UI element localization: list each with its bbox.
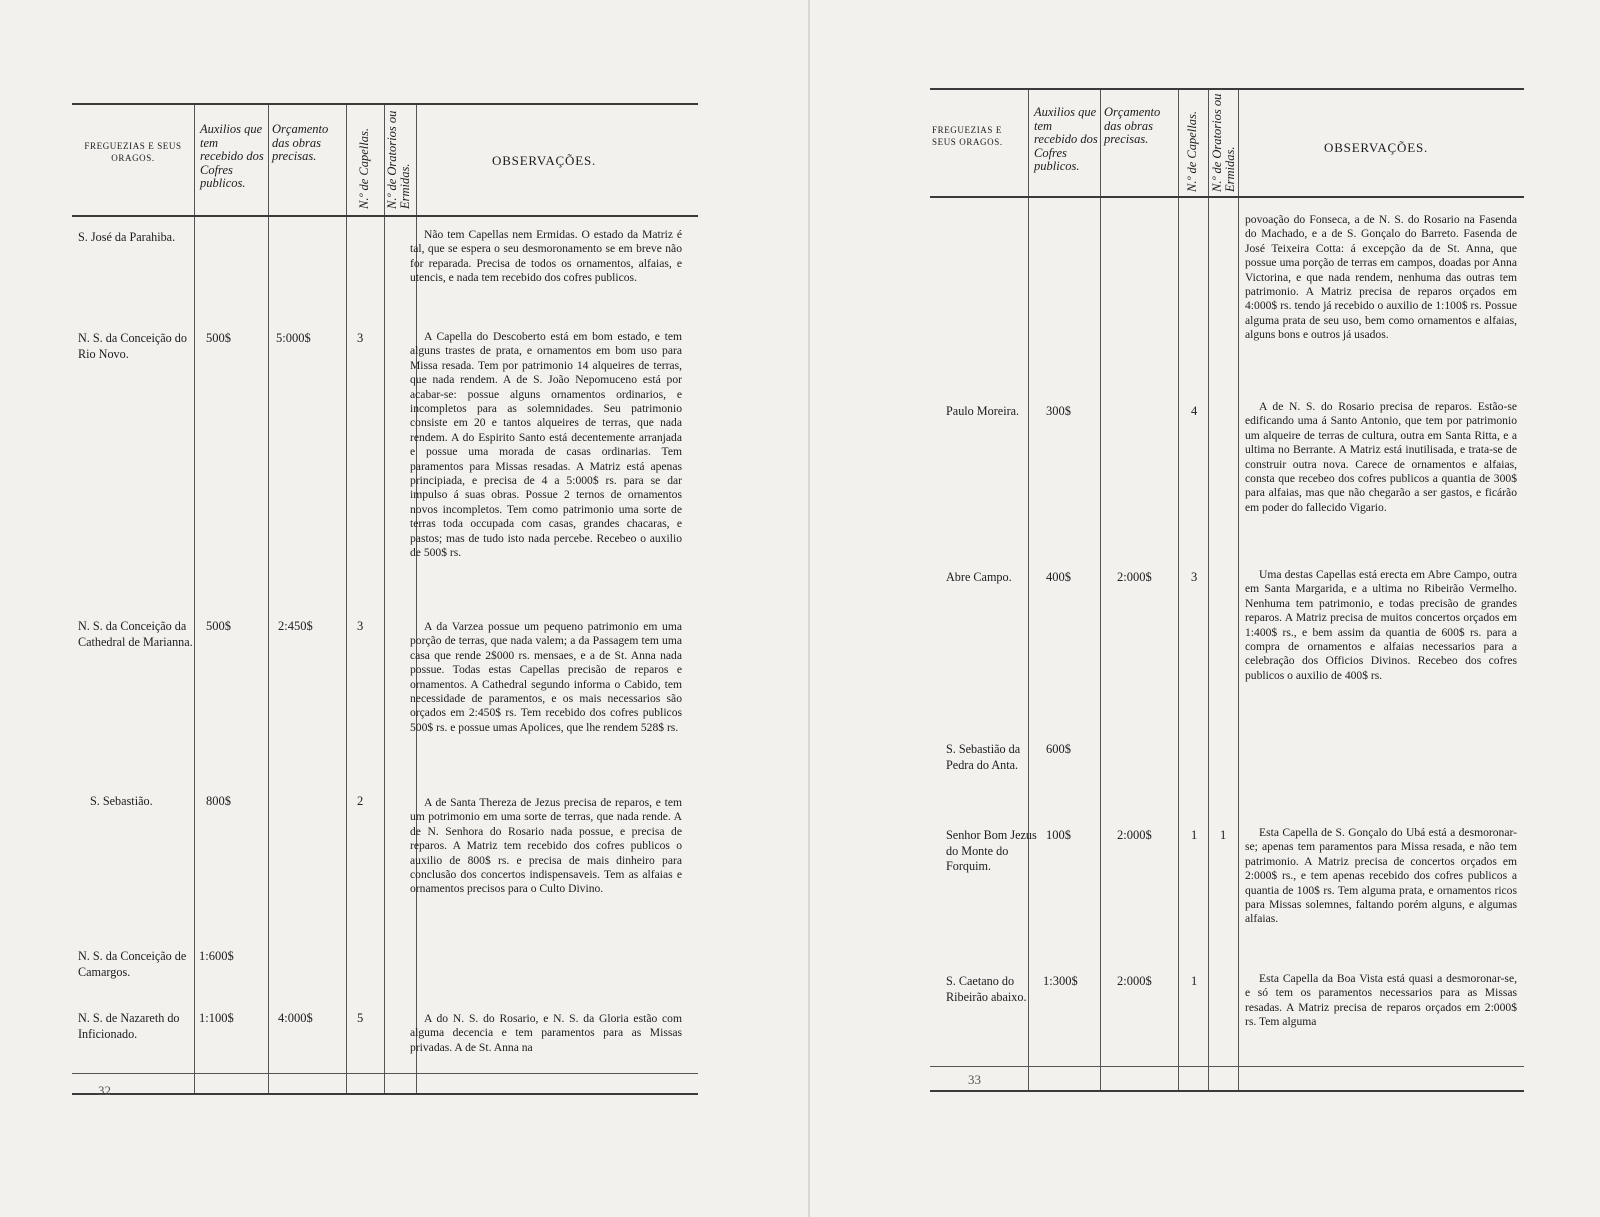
header-auxilios: Auxilios que tem recebido dos Cofres publicos. [200, 122, 264, 190]
capellas-cell: 3 [357, 331, 364, 345]
header-capellas: N.º de Capellas. [357, 128, 371, 209]
header-observacoes: OBSERVAÇÕES. [1324, 140, 1429, 155]
header-freguezias: FREGUEZIAS E SEUS ORAGOS. [932, 125, 1003, 147]
capellas-cell: 5 [357, 1011, 364, 1025]
auxilios-cell: 1:300$ [1043, 974, 1078, 988]
capellas-cell: 3 [357, 619, 364, 633]
freguezia-cell: N. S. de Nazareth do Inficionado. [78, 1011, 180, 1041]
observation-cell: A de Santa Thereza de Jezus precisa de reparos, e tem um potrimonio em uma sorte de terras, que nada rende. A de N. Senhora do Rosario nada possue, e precisa de reparos. A Matriz tem recebido dos cofres publicos o auxilio de 800$ rs. e precisa de mais dinheiro para conclusão dos concertos indispensaveis. Tem as alfaias e ornamentos precisos para o Culto Divino. [410, 796, 682, 896]
freguezia-cell: Paulo Moreira. [946, 404, 1020, 418]
freguezia-cell: Senhor Bom Jezus do Monte do Forquim. [946, 828, 1037, 873]
page-number: 32 [98, 1083, 111, 1098]
auxilios-cell: 500$ [206, 331, 231, 345]
header-capellas: N.º de Capellas. [1185, 111, 1199, 192]
header-oratorios: N.º de Oratorios ou Ermidas. [385, 110, 412, 209]
header-orcamento: Orçamento das obras precisas. [1104, 105, 1161, 146]
observation-cell: A Capella do Descoberto está em bom estado, e tem alguns trastes de prata, e ornamentos em bom uso para Missa resada. Tem por patrimonio 14 alqueires de terras, que nada rendem. A de S. João Nepomuceno está por acabar-se: possue alguns ornamentos ordinarios, e incompletos para as solemnidades. Seu patrimonio consiste em 20 e tantos alqueires de terras, que nada rendem. A do Espirito Santo está decentemente arranjada e possue uma morada de casas ordinarias. Tem paramentos para Missas resadas. A Matriz está apenas principiada, e precisa de 4 a 5:000$ rs. para se dar impulso á suas obras. Possue 2 ternos de ornamentos novos incompletos. Tem como patrimonio uma sorte de terras toda occupada com casas, grandes chacaras, e pastos; mas de tudo isto nada percebe. Recebeo o auxilio de 500$ rs. [410, 330, 682, 560]
freguezia-cell: Abre Campo. [946, 570, 1012, 584]
auxilios-cell: 400$ [1046, 570, 1071, 584]
observation-cell: A da Varzea possue um pequeno patrimonio em uma porção de terras, que nada valem; a da Passagem tem uma casa que rende 2$000 rs. mensaes, e a de St. Anna nada possue. Todas estas Capellas precisão de reparos e ornamentos. A Cathedral segundo informa o Cabido, tem necessidade de paramentos, e os mais necessarios são orçados em 2:450$ rs. Tem recebido dos cofres publicos 500$ rs. e possue umas Apolices, que lhe rendem 528$ rs. [410, 620, 682, 734]
freguezia-cell: N. S. da Conceição da Cathedral de Marianna. [78, 619, 193, 649]
header-auxilios: Auxilios que tem recebido dos Cofres publicos. [1034, 105, 1098, 173]
orcamento-cell: 5:000$ [276, 331, 311, 345]
observation-cell: A de N. S. do Rosario precisa de reparos. Estão-se edificando uma á Santo Antonio, que tem por patrimonio um alqueire de terras de cultura, outra em Santa Ritta, e a ultima no Berrante. A Matriz está inutilisada, e trata-se de construir outra nova. Carece de ornamentos e alfaias, consta que recebeo dos cofres publicos a quantia de 300$ para alfaias, mas que não chegarão a ser gastos, e ficárão em poder do fallecido Vigario. [1245, 400, 1517, 514]
orcamento-cell: 2:000$ [1117, 828, 1152, 842]
auxilios-cell: 500$ [206, 619, 231, 633]
capellas-cell: 2 [357, 794, 364, 808]
header-orcamento: Orçamento das obras precisas. [272, 122, 329, 163]
auxilios-cell: 100$ [1046, 828, 1071, 842]
orcamento-cell: 4:000$ [278, 1011, 313, 1025]
observation-cell: Não tem Capellas nem Ermidas. O estado da Matriz é tal, que se espera o seu desmoronamento se em breve não for reparada. Precisa de todos os ornamentos, alfaias, e utencis, e nada tem recebido dos cofres publicos. [410, 228, 682, 285]
auxilios-cell: 600$ [1046, 742, 1071, 756]
page-gutter [808, 0, 810, 1217]
auxilios-cell: 300$ [1046, 404, 1071, 418]
freguezia-cell: S. Caetano do Ribeirão abaixo. [946, 974, 1027, 1004]
auxilios-cell: 1:100$ [199, 1011, 234, 1025]
page-number: 33 [968, 1072, 981, 1087]
header-observacoes: OBSERVAÇÕES. [492, 153, 597, 168]
freguezia-cell: S. José da Parahiba. [78, 230, 176, 244]
observation-cell: A do N. S. do Rosario, e N. S. da Gloria estão com alguma decencia e tem paramentos para as Missas privadas. A de St. Anna na [410, 1012, 682, 1054]
observation-cell: Esta Capella da Boa Vista está quasi a desmoronar-se, e só tem os paramentos necessarios para as Missas resadas. A Matriz precisa de reparos orçados em 2:000$ rs. Tem alguma [1245, 972, 1517, 1029]
capellas-cell: 4 [1191, 404, 1198, 418]
header-freguezias: FREGUEZIAS E SEUS ORAGOS. [84, 141, 182, 163]
freguezia-cell: N. S. da Conceição do Rio Novo. [78, 331, 187, 361]
auxilios-cell: 800$ [206, 794, 231, 808]
orcamento-cell: 2:000$ [1117, 974, 1152, 988]
freguezia-cell: S. Sebastião. [90, 794, 153, 808]
freguezia-cell: N. S. da Conceição de Camargos. [78, 949, 187, 979]
observation-cell: Esta Capella de S. Gonçalo do Ubá está a desmoronar-se; apenas tem paramentos para Missa resada, e não tem patrimonio. A Matriz precisa de concertos orçados em 2:000$ rs., e tem apenas recebido dos cofres publicos a quantia de 100$ rs. Tem alguma prata, e ornamentos ricos para Missas solemnes, faltando porém alguns, e algumas alfaias. [1245, 826, 1517, 926]
capellas-cell: 3 [1191, 570, 1198, 584]
orcamento-cell: 2:000$ [1117, 570, 1152, 584]
orcamento-cell: 2:450$ [278, 619, 313, 633]
capellas-cell: 1 [1191, 974, 1198, 988]
freguezia-cell: S. Sebastião da Pedra do Anta. [946, 742, 1021, 772]
observation-cell: Uma destas Capellas está erecta em Abre Campo, outra em Santa Margarida, e a ultima no Ribeirão Vermelho. Nenhuma tem patrimonio, e todas precisão de grandes reparos. A Matriz precisa de muitos concertos orçados em 1:400$ rs., e bem assim da quantia de 600$ rs. para a compra de ornamentos e alfaias necessarios para a celebração dos Officios Divinos. Recebeo dos cofres publicos o auxilio de 400$ rs. [1245, 568, 1517, 682]
observation-cell: povoação do Fonseca, a de N. S. do Rosario na Fasenda do Machado, e a de S. Gonçalo do Barreto. Fasenda de José Teixeira Cotta: á excepção da de St. Anna, que possue uma porção de terras em campos, doadas por Anna Victorina, e que nada rendem, nenhuma das outras tem patrimonio. A Matriz precisa de reparos orçados em 4:000$ rs. tendo já recebido o auxilio de 1:100$ rs. Possue alguma prata de seu uso, bem como ornamentos e alfaias, alguns bons e outros já usados. [1245, 213, 1517, 342]
auxilios-cell: 1:600$ [199, 949, 234, 963]
capellas-cell: 1 [1191, 828, 1198, 842]
oratorios-cell: 1 [1220, 828, 1227, 842]
header-oratorios: N.º de Oratorios ou Ermidas. [1210, 93, 1237, 192]
